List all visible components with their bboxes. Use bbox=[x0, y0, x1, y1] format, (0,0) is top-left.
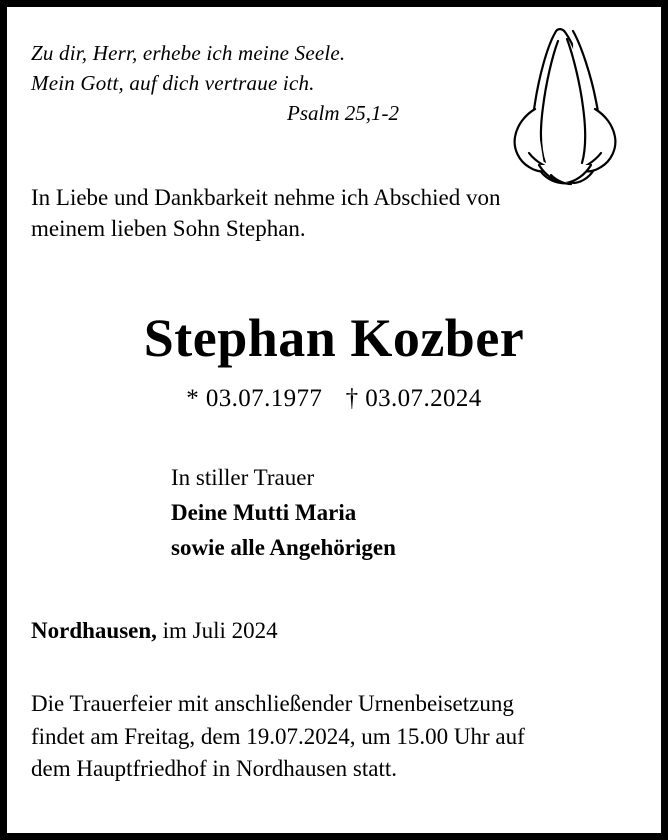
intro-line-1: In Liebe und Dankbarkeit nehme ich Abschied von bbox=[31, 184, 501, 210]
ceremony-line-2: findet am Freitag, dem 19.07.2024, um 15.00 Uhr auf bbox=[31, 723, 525, 749]
praying-hands-icon bbox=[495, 25, 635, 190]
place-line bbox=[31, 618, 637, 644]
ceremony-line-3: dem Hauptfriedhof in Nordhausen statt. bbox=[31, 756, 397, 782]
mourner-secondary: sowie alle Angehörigen bbox=[171, 535, 396, 560]
death-date: † 03.07.2024 bbox=[345, 385, 482, 413]
place-city: Nordhausen, bbox=[31, 617, 157, 643]
deceased-name: Stephan Kozber bbox=[143, 308, 525, 369]
intro-line-2: meinem lieben Sohn Stephan. bbox=[31, 216, 306, 242]
verse-line-1: Zu dir, Herr, erhebe ich meine Seele. bbox=[31, 41, 346, 65]
verse-line-2: Mein Gott, auf dich vertraue ich. bbox=[31, 70, 315, 95]
intro-text bbox=[31, 182, 637, 245]
birth-date: * 03.07.1977 bbox=[186, 385, 323, 413]
verse-reference: Psalm 25,1-2 bbox=[287, 100, 399, 125]
ceremony-line-1: Die Trauerfeier mit anschließender Urnenbeisetzung bbox=[31, 690, 514, 716]
mourner-primary: Deine Mutti Maria bbox=[171, 500, 357, 526]
deceased-dates bbox=[31, 385, 637, 413]
mourners-intro: In stiller Trauer bbox=[171, 465, 315, 491]
mourners-block bbox=[31, 461, 637, 566]
ceremony-text bbox=[31, 688, 637, 786]
place-date: im Juli 2024 bbox=[156, 617, 278, 643]
